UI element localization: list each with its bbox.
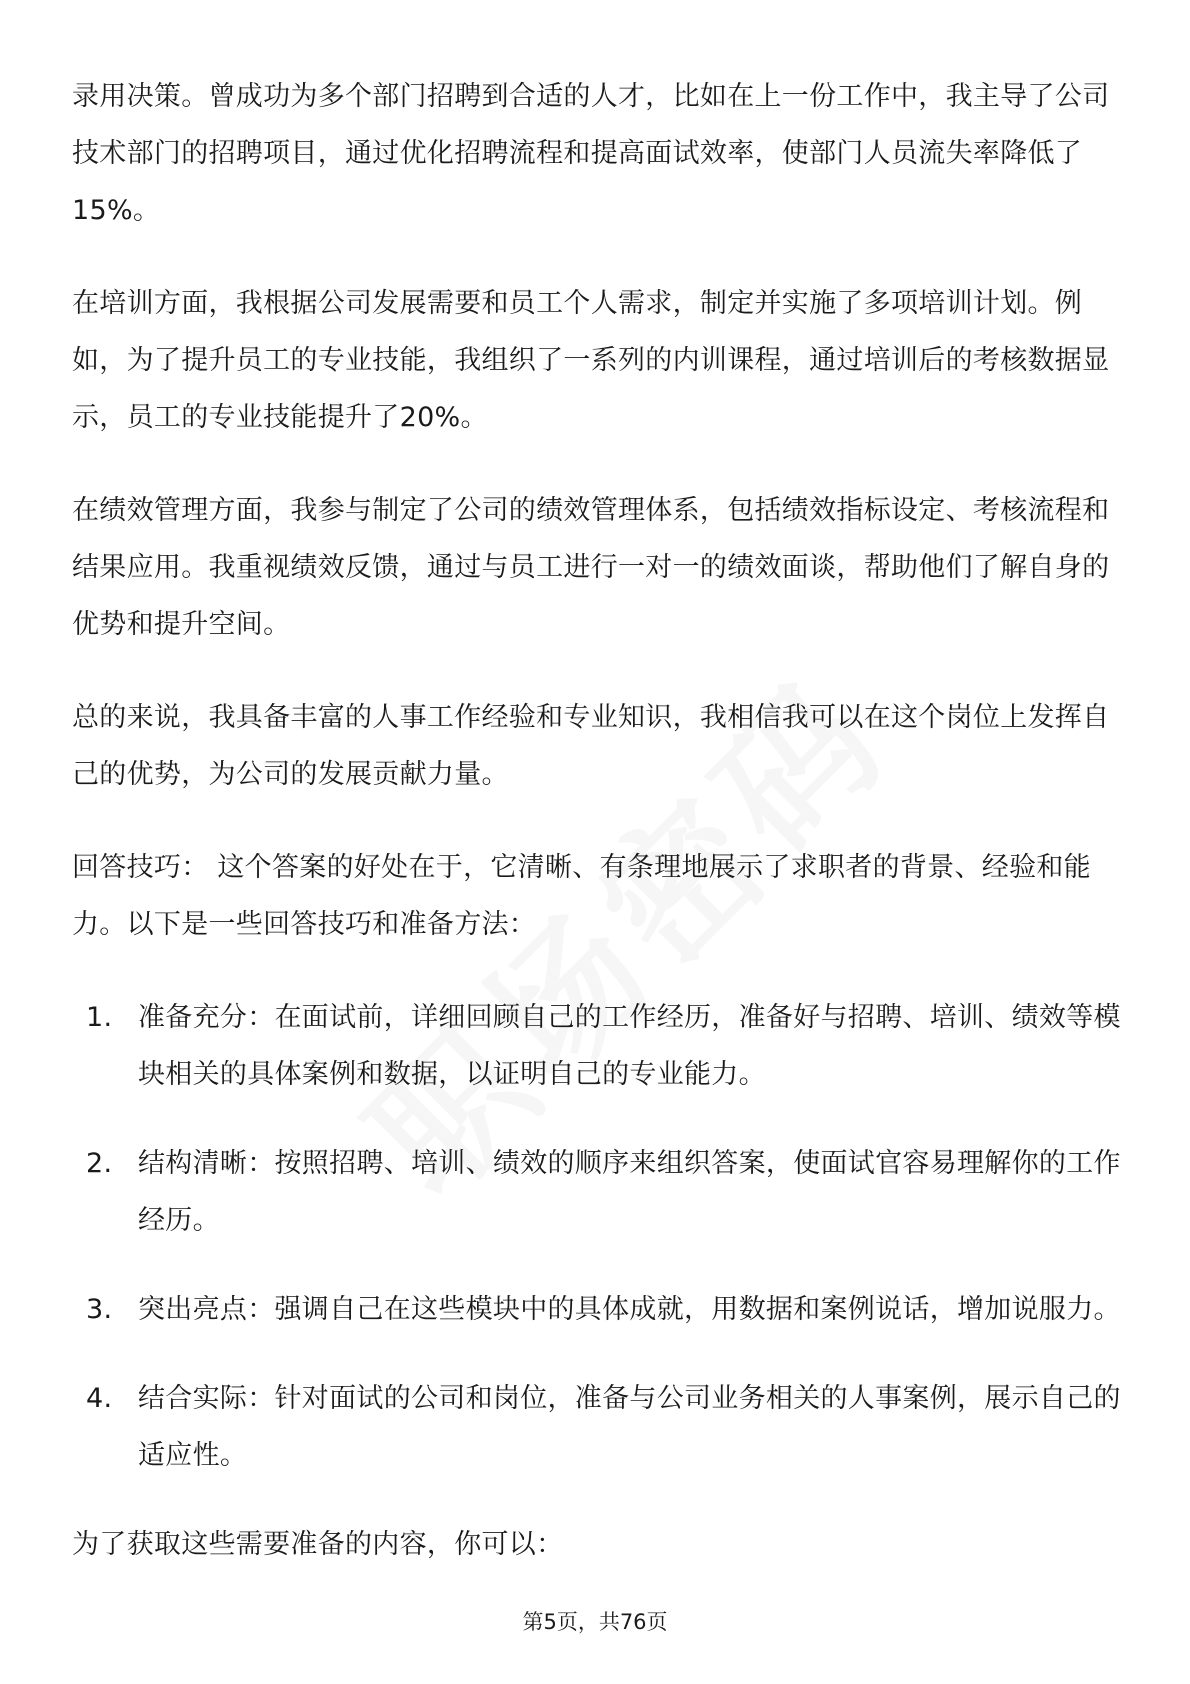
list-item xyxy=(72,1281,1122,1338)
closing-paragraph: 为了获取这些需要准备的内容，你可以： xyxy=(72,1529,564,1560)
list-number: 1. xyxy=(86,1002,113,1033)
list-item xyxy=(72,1370,1122,1484)
paragraph-training: 在培训方面，我根据公司发展需要和员工个人需求，制定并实施了多项培训计划。例如，为了提升员工的专业技能，我组织了一系列的内训课程，通过培训后的考核数据显示，员工的专业技能提升了20%。 xyxy=(72,288,1110,433)
paragraph-performance: 在绩效管理方面，我参与制定了公司的绩效管理体系，包括绩效指标设定、考核流程和结果应用。我重视绩效反馈，通过与员工进行一对一的绩效面谈，帮助他们了解自身的优势和提升空间。 xyxy=(72,495,1110,640)
list-item xyxy=(72,989,1122,1103)
page-footer: 第5页，共76页 xyxy=(522,1610,668,1634)
list-number: 3. xyxy=(86,1294,113,1325)
list-number: 2. xyxy=(86,1148,113,1179)
list-text: 准备充分：在面试前，详细回顾自己的工作经历，准备好与招聘、培训、绩效等模块相关的具体案例和数据，以证明自己的专业能力。 xyxy=(138,1002,1121,1090)
list-text: 突出亮点：强调自己在这些模块中的具体成就，用数据和案例说话，增加说服力。 xyxy=(138,1294,1121,1325)
tips-list xyxy=(72,989,1122,1484)
page-content xyxy=(72,68,1122,1609)
list-text: 结合实际：针对面试的公司和岗位，准备与公司业务相关的人事案例，展示自己的适应性。 xyxy=(138,1383,1121,1471)
list-text: 结构清晰：按照招聘、培训、绩效的顺序来组织答案，使面试官容易理解你的工作经历。 xyxy=(138,1148,1121,1236)
list-number: 4. xyxy=(86,1383,113,1414)
list-item xyxy=(72,1135,1122,1249)
paragraph-answer-tips: 回答技巧： 这个答案的好处在于，它清晰、有条理地展示了求职者的背景、经验和能力。以下是一些回答技巧和准备方法： xyxy=(72,852,1091,940)
paragraph-recruitment: 录用决策。曾成功为多个部门招聘到合适的人才，比如在上一份工作中，我主导了公司技术部门的招聘项目，通过优化招聘流程和提高面试效率，使部门人员流失率降低了15%。 xyxy=(72,81,1110,226)
paragraph-summary: 总的来说，我具备丰富的人事工作经验和专业知识，我相信我可以在这个岗位上发挥自己的优势，为公司的发展贡献力量。 xyxy=(72,702,1110,790)
